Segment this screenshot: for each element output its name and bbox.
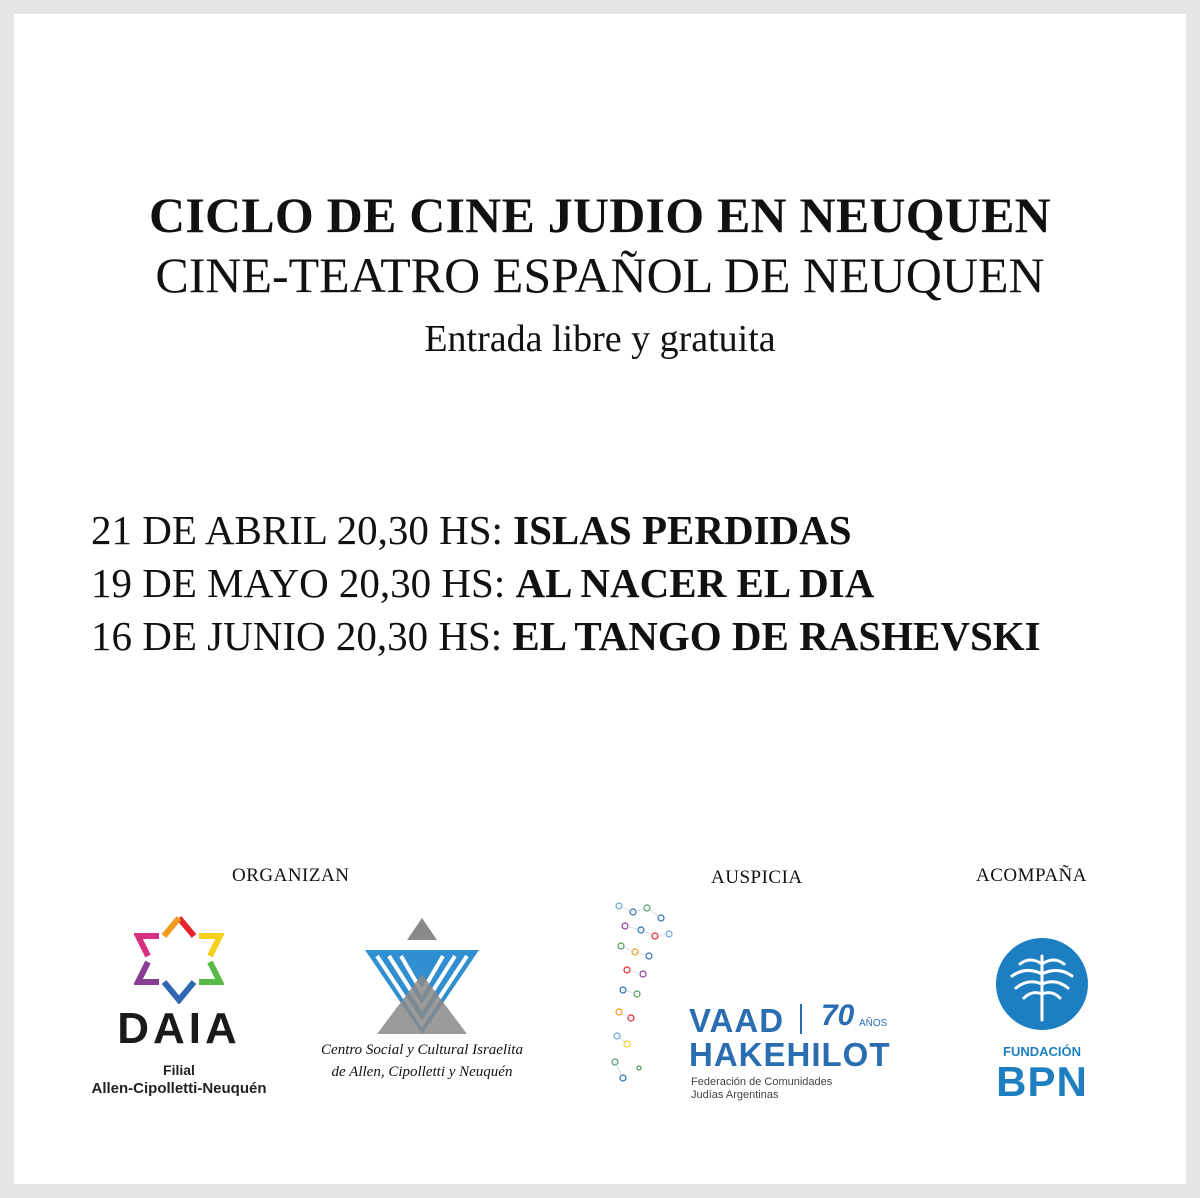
argentina-map-icon	[599, 894, 689, 1094]
triangle-emblem-icon	[357, 914, 487, 1034]
daia-wordmark: DAIA	[117, 1004, 241, 1053]
venue-name: CINE-TEATRO ESPAÑOL DE NEUQUEN	[155, 247, 1045, 303]
entrance-note: Entrada libre y gratuita	[424, 318, 776, 360]
vaad-word: VAAD	[689, 1002, 785, 1039]
star-of-david-icon	[134, 914, 224, 1004]
film-title: EL TANGO DE RASHEVSKI	[512, 613, 1041, 659]
daia-city: Allen-Cipolletti-Neuquén	[91, 1080, 267, 1097]
film-title: AL NACER EL DIA	[515, 560, 875, 606]
poster	[14, 14, 1186, 1184]
vaad-anos: AÑOS	[859, 1018, 888, 1029]
vaad-federation-line2: Judías Argentinas	[691, 1089, 779, 1101]
araucaria-tree-icon	[992, 934, 1092, 1034]
vaad-federation-line1: Federación de Comunidades	[691, 1076, 833, 1088]
vaad-hakehilot-logo	[599, 894, 919, 1104]
schedule-row	[91, 557, 1041, 610]
screening-date: 16 DE JUNIO 20,30 HS:	[91, 613, 503, 659]
centro-name-line2: de Allen, Cipolletti y Neuquén	[331, 1064, 513, 1080]
bpn-fundacion: FUNDACIÓN	[1003, 1044, 1081, 1059]
vaad-seventy: 70	[821, 999, 855, 1032]
fundacion-bpn-logo	[982, 934, 1102, 1104]
screening-date: 19 DE MAYO 20,30 HS:	[91, 560, 506, 606]
vaad-divider	[800, 1004, 802, 1034]
hakehilot-word: HAKEHILOT	[689, 1036, 891, 1073]
label-auspicia: AUSPICIA	[711, 867, 803, 888]
label-organizan: ORGANIZAN	[232, 865, 350, 886]
centro-social-logo	[302, 914, 542, 1094]
label-acompana: ACOMPAÑA	[976, 865, 1087, 886]
film-title: ISLAS PERDIDAS	[513, 507, 852, 553]
screening-date: 21 DE ABRIL 20,30 HS:	[91, 507, 503, 553]
daia-filial: Filial	[163, 1062, 195, 1078]
poster-title: CICLO DE CINE JUDIO EN NEUQUEN	[149, 187, 1051, 243]
centro-name-line1: Centro Social y Cultural Israelita	[321, 1042, 523, 1058]
bpn-wordmark: BPN	[996, 1058, 1088, 1105]
daia-logo	[74, 914, 274, 1097]
schedule-row	[91, 504, 1041, 557]
schedule-list	[91, 504, 1041, 663]
schedule-row	[91, 610, 1041, 663]
